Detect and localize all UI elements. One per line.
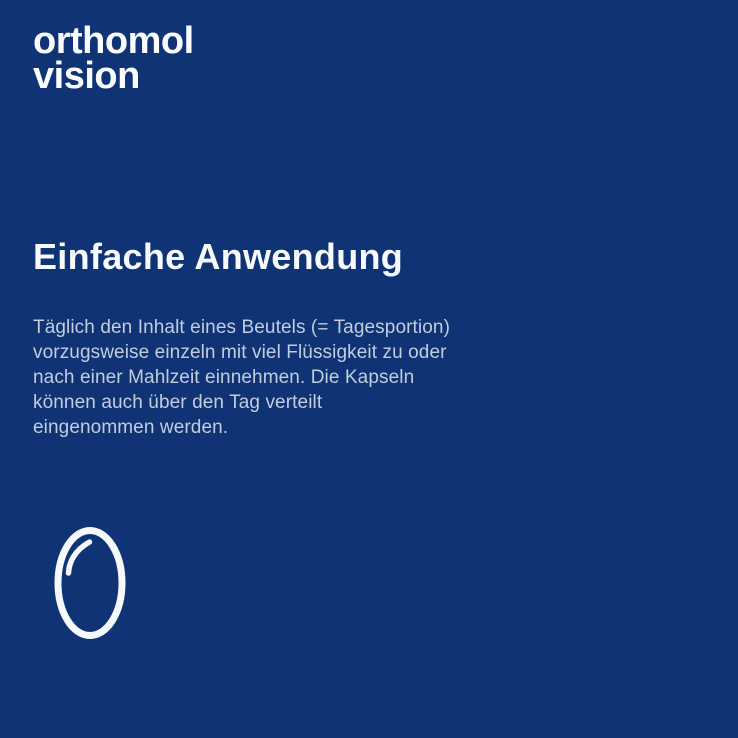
instruction-line: eingenommen werden. [33, 417, 229, 438]
logo-brand-line: orthomol [33, 20, 194, 62]
logo-product-line: vision [33, 55, 140, 97]
orthomol-logo [33, 20, 194, 97]
instruction-line: nach einer Mahlzeit einnehmen. Die Kapseln [33, 367, 415, 388]
capsule-icon [54, 526, 126, 640]
section-heading: Einfache Anwendung [33, 236, 404, 277]
instruction-line: Täglich den Inhalt eines Beutels (= Tagesportion) [33, 317, 450, 338]
instruction-line: vorzugsweise einzeln mit viel Flüssigkeit zu oder [33, 342, 447, 363]
usage-instructions [33, 315, 450, 440]
instruction-line: können auch über den Tag verteilt [33, 392, 323, 413]
